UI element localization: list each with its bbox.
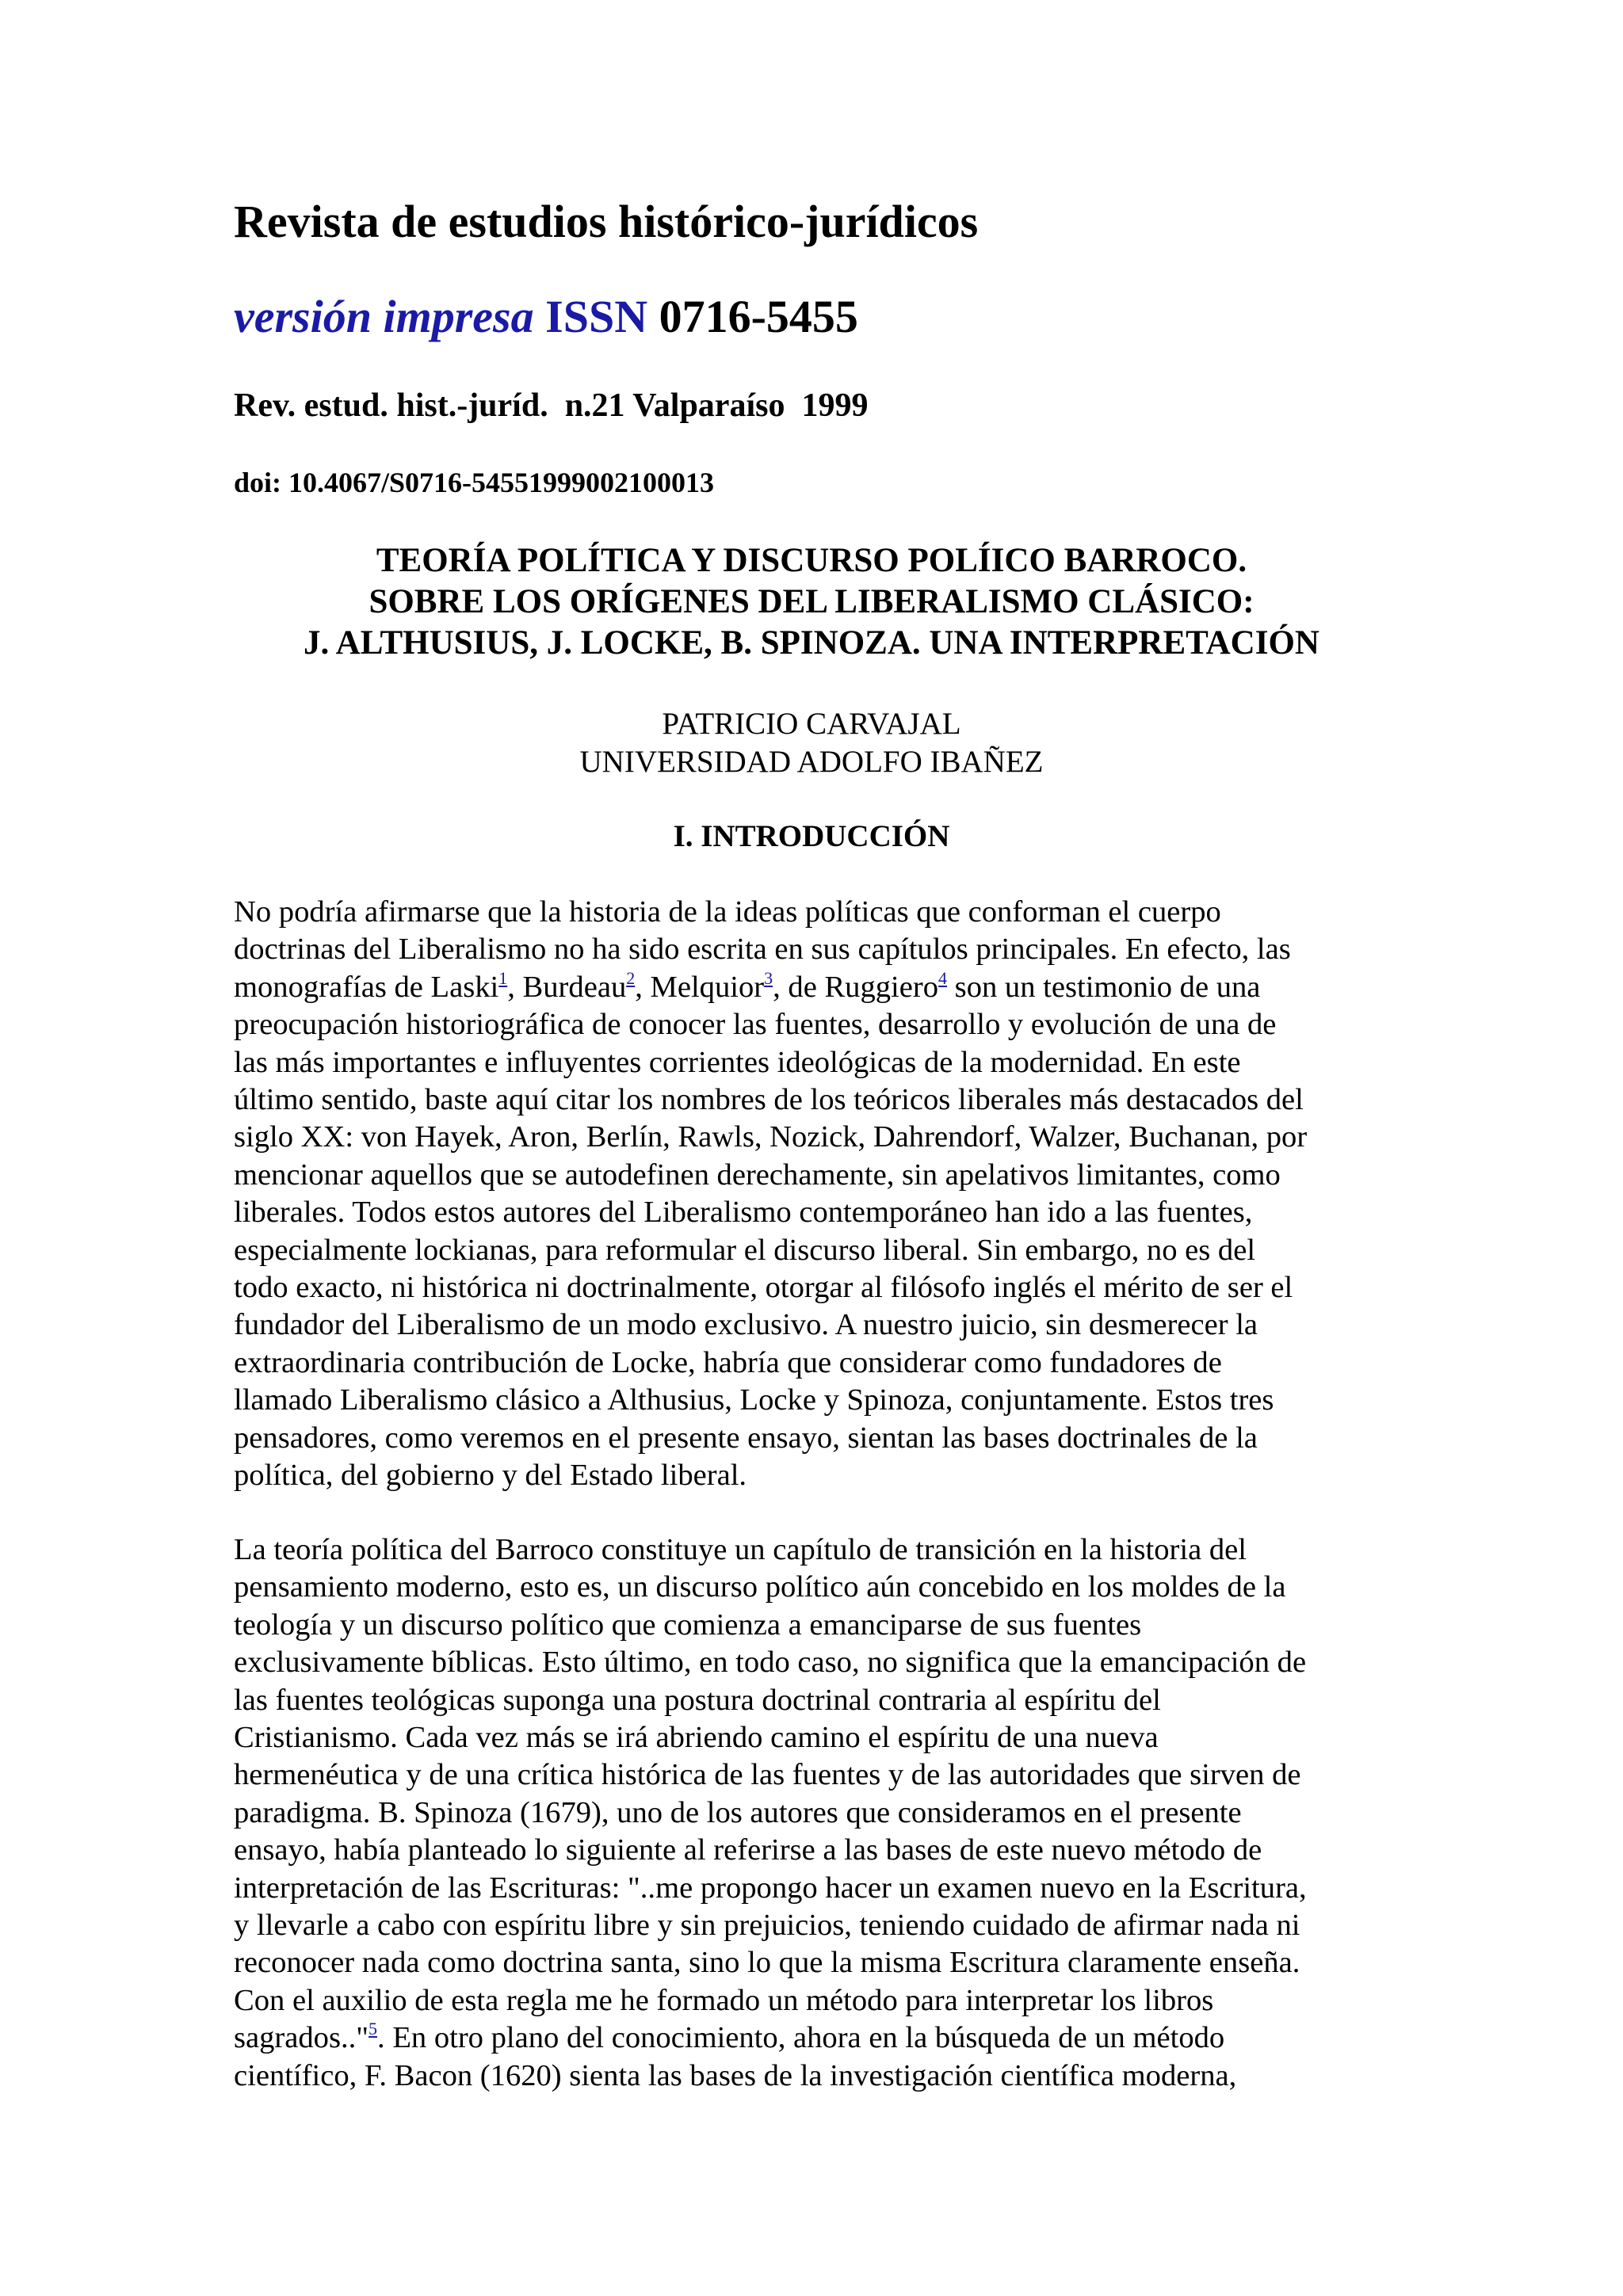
article-title-line: SOBRE LOS ORÍGENES DEL LIBERALISMO CLÁSICO: xyxy=(369,583,1254,620)
journal-title: Revista de estudios histórico-jurídicos xyxy=(234,196,979,247)
issn-label: ISSN xyxy=(545,291,648,342)
article-title-line: TEORÍA POLÍTICA Y DISCURSO POLÍICO BARROCO. xyxy=(376,542,1247,579)
footnote-link-4[interactable]: 4 xyxy=(938,967,948,988)
text-line: monografías de Laski$^1$, Burdeau$^2$, Melquior$^3$, de Ruggiero$^4$ son un testimonio de una xyxy=(234,967,1261,1004)
text-line: interpretación de las Escrituras: "..me propongo hacer un examen nuevo en la Escritura, xyxy=(234,1871,1307,1905)
issn-number: 0716-5455 xyxy=(659,291,858,342)
version-label: versión impresa xyxy=(234,291,534,342)
text-line: las fuentes teológicas suponga una postura doctrinal contraria al espíritu del xyxy=(234,1683,1161,1717)
text-line: especialmente lockianas, para reformular el discurso liberal. Sin embargo, no es del xyxy=(234,1233,1256,1267)
text-line: ensayo, había planteado lo siguiente al referirse a las bases de este nuevo método de xyxy=(234,1833,1262,1867)
author-name: PATRICIO CARVAJAL xyxy=(662,707,961,741)
section-heading: I. INTRODUCCIÓN xyxy=(673,819,950,853)
text-line: Con el auxilio de esta regla me he formado un método para interpretar los libros xyxy=(234,1983,1214,2017)
text-line: Cristianismo. Cada vez más se irá abriendo camino el espíritu de una nueva xyxy=(234,1721,1159,1755)
text-line: liberales. Todos estos autores del Liberalismo contemporáneo han ido a las fuentes, xyxy=(234,1196,1253,1230)
text-line: No podría afirmarse que la historia de la ideas políticas que conforman el cuerpo xyxy=(234,895,1221,929)
paragraph-introduction-1 xyxy=(234,894,1399,1495)
footnote-link-1[interactable]: 1 xyxy=(498,967,508,988)
author-affiliation: UNIVERSIDAD ADOLFO IBAÑEZ xyxy=(579,745,1044,779)
footnote-link-2[interactable]: 2 xyxy=(626,967,636,988)
text-line: reconocer nada como doctrina santa, sino lo que la misma Escritura claramente enseña. xyxy=(234,1946,1300,1980)
journal-reference: Rev. estud. hist.-juríd. n.21 Valparaíso 1999 xyxy=(234,387,869,424)
doi: doi: 10.4067/S0716-54551999002100013 xyxy=(234,467,715,498)
text-line: último sentido, baste aquí citar los nombres de los teóricos liberales más destacados del xyxy=(234,1083,1304,1117)
text-line: científico, F. Bacon (1620) sienta las bases de la investigación científica moderna, xyxy=(234,2058,1237,2092)
article-title xyxy=(234,540,1389,664)
text-line: paradigma. B. Spinoza (1679), uno de los autores que consideramos en el presente xyxy=(234,1795,1242,1829)
text-line: todo exacto, ni histórica ni doctrinalmente, otorgar al filósofo inglés el mérito de ser el xyxy=(234,1271,1293,1305)
text-line: doctrinas del Liberalismo no ha sido escrita en sus capítulos principales. En efecto, las xyxy=(234,933,1291,967)
footnote-link-5[interactable]: 5 xyxy=(369,2019,378,2039)
text-line: preocupación historiográfica de conocer las fuentes, desarrollo y evolución de una de xyxy=(234,1008,1277,1042)
text-line: pensadores, como veremos en el presente ensayo, sientan las bases doctrinales de la xyxy=(234,1421,1258,1455)
article-title-line: J. ALTHUSIUS, J. LOCKE, B. SPINOZA. UNA INTERPRETACIÓN xyxy=(304,624,1319,662)
text-line: extraordinaria contribución de Locke, habría que considerar como fundadores de xyxy=(234,1345,1222,1379)
author-block xyxy=(234,705,1389,781)
text-line: La teoría política del Barroco constituye un capítulo de transición en la historia del xyxy=(234,1533,1247,1566)
text-line: llamado Liberalismo clásico a Althusius, Locke y Spinoza, conjuntamente. Estos tres xyxy=(234,1383,1274,1417)
text-line: y llevarle a cabo con espíritu libre y sin prejuicios, teniendo cuidado de afirmar nada ni xyxy=(234,1909,1300,1943)
text-line: siglo XX: von Hayek, Aron, Berlín, Rawls, Nozick, Dahrendorf, Walzer, Buchanan, por xyxy=(234,1120,1308,1154)
text-line: fundador del Liberalismo de un modo exclusivo. A nuestro juicio, sin desmerecer la xyxy=(234,1308,1258,1342)
version-line xyxy=(234,289,858,345)
text-line: pensamiento moderno, esto es, un discurso político aún concebido en los moldes de la xyxy=(234,1570,1286,1604)
paragraph-introduction-2 xyxy=(234,1531,1399,2095)
text-line: exclusivamente bíblicas. Esto último, en todo caso, no significa que la emancipación de xyxy=(234,1646,1307,1680)
text-line: sagrados.."$^5$. En otro plano del conocimiento, ahora en la búsqueda de un método xyxy=(234,2019,1225,2055)
text-line: hermenéutica y de una crítica histórica de las fuentes y de las autoridades que sirven de xyxy=(234,1758,1301,1792)
text-line: política, del gobierno y del Estado liberal. xyxy=(234,1459,747,1493)
footnote-link-3[interactable]: 3 xyxy=(764,967,773,988)
text-line: teología y un discurso político que comienza a emanciparse de sus fuentes xyxy=(234,1608,1142,1642)
text-line: mencionar aquellos que se autodefinen derechamente, sin apelativos limitantes, como xyxy=(234,1158,1281,1192)
text-line: las más importantes e influyentes corrientes ideológicas de la modernidad. En este xyxy=(234,1045,1241,1079)
